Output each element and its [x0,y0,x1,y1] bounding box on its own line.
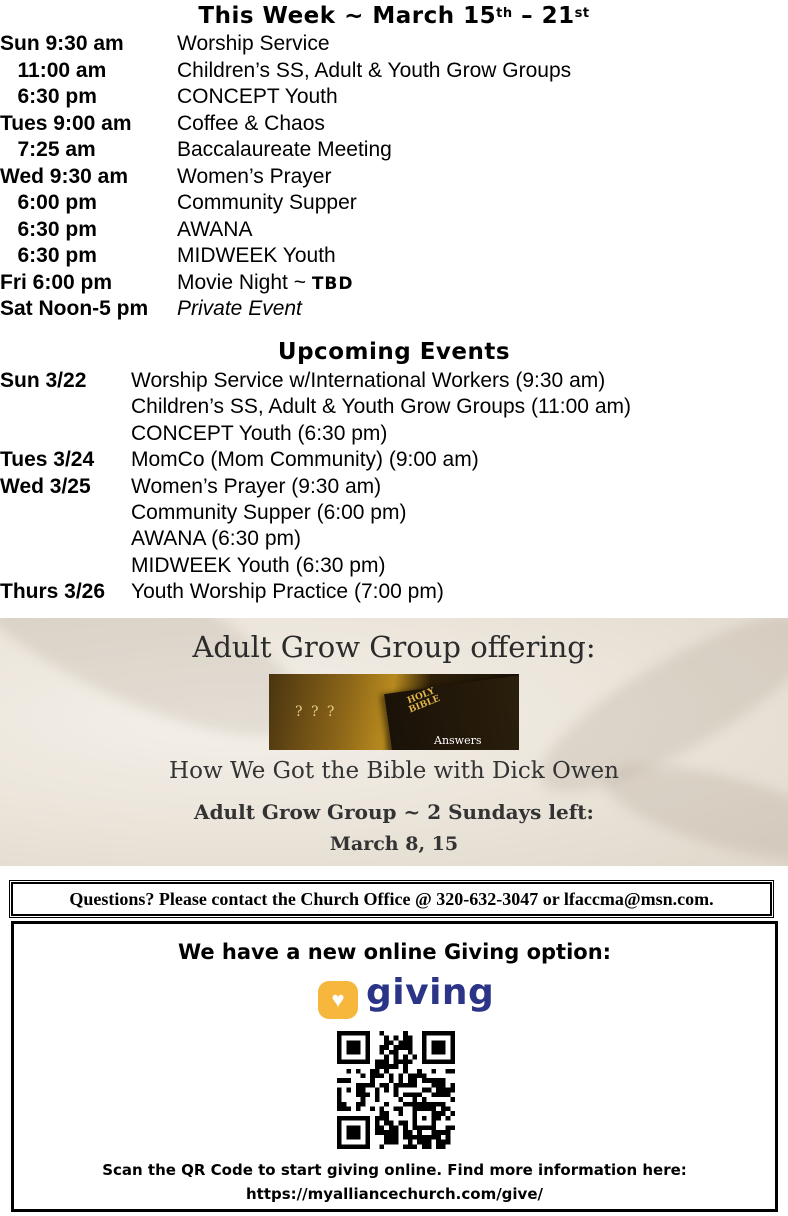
schedule-time: Wed 9:30 am [0,164,128,188]
giving-url-link[interactable]: https://myalliancechurch.com/give/ [246,1185,543,1203]
upcoming-event: Children’s SS, Adult & Youth Grow Groups (11:00 am) [131,395,631,419]
giving-logo-word: giving [366,972,495,1013]
upcoming-events-title: Upcoming Events [277,339,511,365]
holy-bible-label: HOLY BIBLE [406,686,442,716]
schedule-event: Private Event [177,297,302,320]
upcoming-row [0,368,788,394]
upcoming-event: Youth Worship Practice (7:00 pm) [131,580,444,604]
upcoming-event: Community Supper (6:00 pm) [131,500,407,524]
schedule-time: Fri 6:00 pm [0,270,113,294]
contact-box [11,882,772,916]
upcoming-row [0,500,788,526]
schedule-event: Women’s Prayer [177,164,332,188]
giving-title: We have a new online Giving option: [177,940,612,964]
schedule-time: 6:00 pm [0,191,97,214]
schedule-time: Tues 9:00 am [0,111,132,135]
upcoming-date: Sun 3/22 [0,369,87,392]
schedule-time: Sun 9:30 am [0,32,124,55]
tbd-label: TBD [311,273,354,294]
schedule-event-text: Movie Night ~ [177,270,312,294]
online-giving-box [11,921,778,1212]
schedule-event: Baccalaureate Meeting [177,138,392,161]
promo-heading: Adult Grow Group offering: [192,630,596,664]
schedule-row [0,137,788,164]
holy-bible-answers-image [269,674,519,750]
schedule-time: 6:30 pm [0,244,97,267]
upcoming-row [0,394,788,420]
upcoming-event: AWANA (6:30 pm) [131,527,301,551]
schedule-row [0,111,788,138]
question-marks: ? ? ? [295,704,337,720]
schedule-event: Community Supper [177,191,357,214]
upcoming-event: Worship Service w/International Workers (9:30 am) [131,369,606,392]
qr-code[interactable] [337,1031,455,1149]
upcoming-event: MIDWEEK Youth (6:30 pm) [131,553,386,577]
schedule-row [0,84,788,111]
schedule-time: 6:30 pm [0,217,97,241]
promo-sundays-left: Adult Grow Group ~ 2 Sundays left: [194,800,594,824]
schedule-row [0,296,788,323]
schedule-event [177,270,353,298]
schedule-event: Coffee & Chaos [177,111,325,135]
upcoming-event: MomCo (Mom Community) (9:00 am) [131,448,479,472]
upcoming-row [0,421,788,447]
upcoming-row [0,579,788,605]
this-week-title: This Week ~ March 15th – 21st [198,3,590,29]
upcoming-event: CONCEPT Youth (6:30 pm) [131,421,388,445]
upcoming-events-list [0,368,788,606]
schedule-row [0,190,788,217]
schedule-event: AWANA [177,217,253,241]
promo-subtitle: How We Got the Bible with Dick Owen [169,758,619,784]
schedule-row [0,164,788,191]
schedule-row [0,31,788,58]
schedule-event: Worship Service [177,32,330,55]
contact-text: Questions? Please contact the Church Office @ 320-632-3047 or lfaccma@msn.com. [69,889,714,909]
upcoming-row [0,526,788,552]
schedule-time: 7:25 am [0,138,96,161]
schedule-time: 6:30 pm [0,85,97,108]
upcoming-event: Women’s Prayer (9:30 am) [131,474,382,498]
scan-instructions-line: Scan the QR Code to start giving online. Find more information here: [102,1161,687,1179]
this-week-schedule [0,31,788,323]
schedule-row [0,243,788,270]
schedule-event: Children’s SS, Adult & Youth Grow Groups [177,58,572,82]
schedule-event: CONCEPT Youth [177,85,338,108]
schedule-time: Sat Noon-5 pm [0,297,149,320]
upcoming-row [0,447,788,473]
upcoming-date: Thurs 3/26 [0,580,106,604]
upcoming-date: Wed 3/25 [0,474,91,498]
scan-instructions [14,1158,775,1206]
upcoming-row [0,553,788,579]
adult-grow-group-promo [0,618,788,866]
heart-icon: ♥ [318,981,358,1019]
answers-label: Answers [434,734,482,747]
upcoming-date: Tues 3/24 [0,448,95,472]
promo-dates: March 8, 15 [329,833,459,855]
schedule-row [0,270,788,297]
schedule-row [0,217,788,244]
schedule-row [0,58,788,85]
schedule-time: 11:00 am [0,58,107,82]
schedule-event: MIDWEEK Youth [177,244,336,267]
upcoming-row [0,474,788,500]
